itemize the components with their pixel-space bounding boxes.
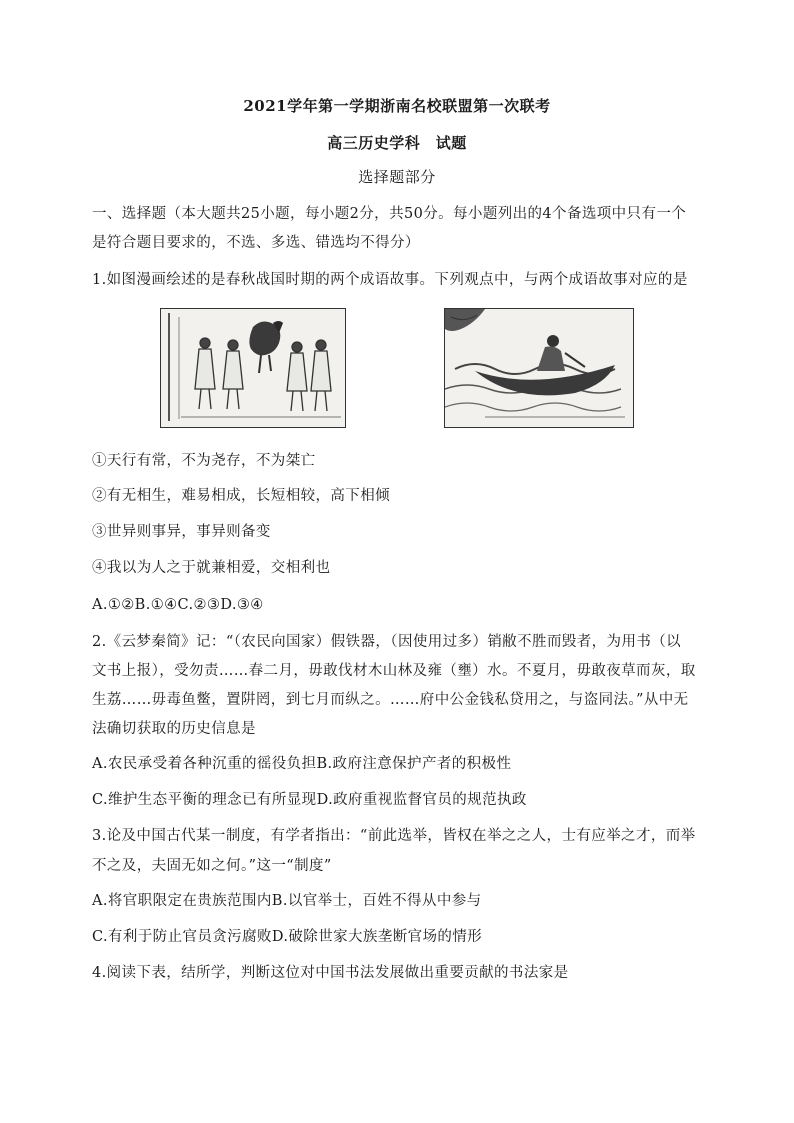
q3-line-2: 不之及，夫固无如之何。”这一“制度” bbox=[92, 858, 332, 874]
q1-option-2: ②有无相生，难易相成，长短相较，高下相倾 bbox=[92, 488, 390, 504]
q2-line-2: 文书上报），受勿责……春二月，毋敢伐材木山林及雍（壅）水。不夏月，毋敢夜草而灰，取 bbox=[92, 663, 696, 679]
subject-title: 高三历史学科 试题 bbox=[327, 134, 467, 152]
q2-answers-cd: C.维护生态平衡的理念已有所显现D.政府重视监督官员的规范执政 bbox=[92, 792, 527, 808]
q2-line-3: 生荔……毋毒鱼鳖，置阱罔，到七月而纵之。……府中公金钱私贷用之，与盗同法。”从中无 bbox=[92, 692, 689, 708]
q1-answers: A.①②B.①④C.②③D.③④ bbox=[92, 597, 264, 613]
instructions-line-1: 一、选择题（本大题共25小题，每小题2分，共50分。每小题列出的4个备选项中只有一个 bbox=[92, 206, 687, 222]
q3-line-1: 3.论及中国古代某一制度，有学者指出：“前此选举，皆权在举之之人，士有应举之才，而举 bbox=[92, 828, 696, 844]
q1-stem: 1.如图漫画绘述的是春秋战国时期的两个成语故事。下列观点中，与两个成语故事对应的是 bbox=[92, 272, 688, 288]
exam-title: 2021学年第一学期浙南名校联盟第一次联考 bbox=[243, 97, 551, 115]
q1-option-1: ①天行有常，不为尧存，不为桀亡 bbox=[92, 453, 316, 469]
q3-answers-ab: A.将官职限定在贵族范围内B.以官举士，百姓不得从中参与 bbox=[92, 893, 482, 909]
q1-option-3: ③世异则事异，事异则备变 bbox=[92, 524, 271, 540]
q3-answers-cd: C.有利于防止官员贪污腐败D.破除世家大族垄断官场的情形 bbox=[92, 929, 483, 945]
q2-line-1: 2.《云梦秦简》记：“（农民向国家）假铁器，（因使用过多）销敝不胜而毁者，为用书（以 bbox=[92, 634, 682, 650]
instructions-line-2: 是符合题目要求的，不选、多选、错选均不得分） bbox=[92, 235, 420, 251]
q2-answers-ab: A.农民承受着各种沉重的徭役负担B.政府注意保护产者的积极性 bbox=[92, 756, 512, 772]
q2-line-4: 法确切获取的历史信息是 bbox=[92, 721, 256, 737]
cartoon-right-image bbox=[444, 308, 634, 428]
q1-option-4: ④我以为人之于就兼相爱，交相利也 bbox=[92, 560, 331, 576]
q4-stem: 4.阅读下表，结所学，判断这位对中国书法发展做出重要贡献的书法家是 bbox=[92, 965, 569, 981]
cartoon-left-image bbox=[160, 308, 346, 428]
section-title: 选择题部分 bbox=[358, 168, 436, 186]
